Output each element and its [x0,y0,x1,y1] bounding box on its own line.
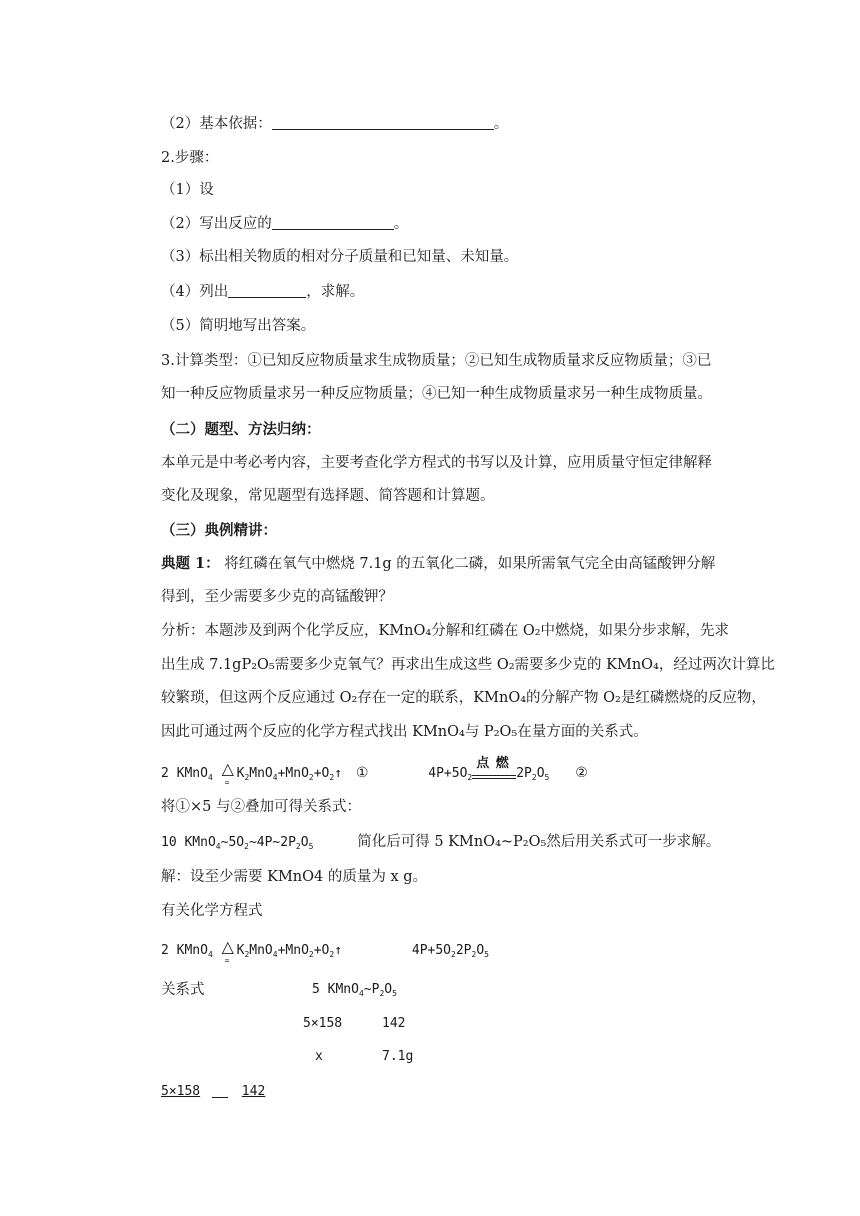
fraction-numerator-b: 142 [241,1084,266,1099]
equation-1: 2 KMnO$_4$ △ = $K_2MnO_4+MnO_2+O_2↑$ [161,759,343,787]
equation-2: $4P+5O_2$ 点 燃 $2P_2O_5$ [428,756,550,782]
equation-number-2: ② [575,765,588,781]
relation-line [161,832,720,853]
section-2-para-2: 变化及现象，常见题型有选择题、简答题和计算题。 [161,488,495,504]
example-label: 典题 1： [161,555,220,572]
section-2-para-1: 本单元是中考必考内容，主要考查化学方程式的书写以及计算，应用质量守恒定律解释 [161,455,712,471]
heat-triangle-icon: △ [221,759,234,778]
step-5: （5）简明地写出答案。 [161,318,316,334]
answer-blank[interactable] [228,282,306,298]
heat-triangle-icon: △ [221,937,234,956]
equation-line [161,756,588,787]
mass-ratio-a: 5×158 [303,1016,343,1031]
section-heading-3: （三）典例精讲： [161,522,277,539]
equation-1-repeat: 2 KMnO$_4$ △ = $K_2MnO_4+MnO_2+O_2↑$ [161,937,343,965]
relation-label: 关系式 [161,982,205,998]
analysis-3: 较繁琐，但这两个反应通过 O₂存在一定的联系，KMnO₄的分解产物 O₂是红磷燃烧的反应物， [161,690,766,706]
simplify-text: 简化后可得 5 KMnO₄~P₂O₅然后用关系式可一步求解。 [357,834,721,850]
analysis-1: 分析：本题涉及到两个化学反应，KMnO₄分解和红磷在 O₂中燃烧，如果分步求解，先求 [161,623,730,639]
step-2: （2）写出反应的 。 [161,216,409,232]
equation-number-1: ① [355,765,369,781]
answer-blank[interactable] [272,114,494,130]
combine-line: 将①×5 与②叠加可得关系式： [161,799,361,815]
calc-types-2: 知一种反应物质量求另一种反应物质量；④已知一种生成物质量求另一种生成物质量。 [161,386,712,402]
calc-types-1: 3.计算类型：①已知反应物质量求生成物质量；②已知生成物质量求反应物质量；③已 [161,353,712,369]
step-1: （1）设 [161,182,214,198]
example-line-1: 典题 1： 将红磷在氧气中燃烧 7.1g 的五氧化二磷，如果所需氧气完全由高锰酸钾分解 [161,555,716,572]
section-heading-2: （二）题型、方法归纳： [161,421,321,438]
ignite-condition: 点 燃 [472,763,516,783]
related-equations-label: 有关化学方程式 [161,903,263,919]
example-line-2: 得到，至少需要多少克的高锰酸钾？ [161,589,393,605]
steps-heading: 2.步骤： [161,150,219,166]
unknown-x: x [315,1049,323,1064]
equation-2-repeat: $4P+5O_22P_2O_5$ [411,943,489,959]
step-3: （3）标出相关物质的相对分子质量和已知量、未知量。 [161,249,519,265]
step-4: （4）列出 ，求解。 [161,284,365,300]
relation-formula: 5 $KMnO_4\sim P_2O_5$ [312,982,397,998]
basis-line: （2）基本依据： 。 [161,116,509,132]
analysis-4: 因此可通过两个反应的化学方程式找出 KMnO₄与 P₂O₅在量方面的关系式。 [161,724,648,740]
solve-line: 解：设至少需要 KMnO4 的质量为 x g。 [161,869,428,885]
answer-blank[interactable] [272,214,394,230]
relation-chain: 10 $KMnO_4\sim 5O_2\sim 4P\sim 2P_2O_5$ [161,835,314,851]
equation-line-2 [161,937,489,965]
equals-bar [212,1097,228,1098]
fraction-line [161,1082,265,1102]
fraction-numerator-a: 5×158 [161,1084,201,1099]
mass-ratio-b: 142 [382,1016,406,1031]
analysis-2: 出生成 7.1gP₂O₅需要多少克氧气？再求出生成这些 O₂需要多少克的 KMnO₄，经过两次计算比 [161,657,775,673]
known-mass: 7.1g [382,1049,414,1064]
